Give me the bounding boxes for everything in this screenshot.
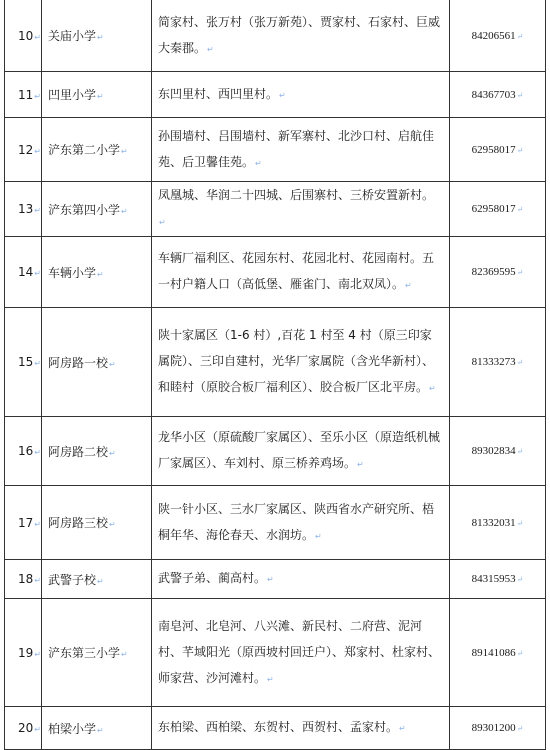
row-number-cell bbox=[5, 72, 42, 118]
phone-cell bbox=[450, 417, 546, 486]
row-number-cell bbox=[5, 417, 42, 486]
school-name: 凹里小学 bbox=[48, 88, 97, 102]
row-number-cell bbox=[5, 0, 42, 72]
phone-number: 84315953 bbox=[471, 573, 516, 585]
paragraph-mark-icon: ↵ bbox=[97, 576, 104, 586]
paragraph-mark-icon: ↵ bbox=[405, 281, 412, 290]
enrollment-area: 陕十家属区（1-6 村）,百花 1 村至 4 村（原三印家属院）、三印自建村，光华厂家属院（含光华新村）、和睦村（原胶合板厂福利区）、胶合板厂区北平房。 bbox=[158, 328, 435, 394]
phone-number: 89301200 bbox=[471, 722, 516, 734]
table-row bbox=[5, 0, 546, 72]
phone-cell bbox=[450, 0, 546, 72]
paragraph-mark-icon: ↵ bbox=[109, 520, 116, 529]
phone-number: 89141086 bbox=[471, 646, 516, 659]
enrollment-area: 东柏梁、西柏梁、东贺村、西贺村、孟家村。 bbox=[158, 720, 399, 734]
enrollment-area: 简家村、张万村（张万新苑）、贾家村、石家村、巨威大秦郡。 bbox=[158, 14, 441, 55]
paragraph-mark-icon: ↵ bbox=[121, 650, 128, 659]
paragraph-mark-icon: ↵ bbox=[516, 518, 524, 528]
phone-number: 82369595 bbox=[471, 266, 516, 278]
row-number-cell bbox=[5, 599, 42, 707]
paragraph-mark-icon: ↵ bbox=[109, 448, 116, 458]
school-name: 关庙小学 bbox=[48, 29, 97, 43]
paragraph-mark-icon: ↵ bbox=[34, 725, 41, 734]
row-number: 17 bbox=[18, 515, 34, 530]
school-name: 浐东第三小学 bbox=[48, 646, 121, 660]
table-row bbox=[5, 118, 546, 182]
paragraph-mark-icon: ↵ bbox=[267, 575, 274, 584]
enrollment-area-cell bbox=[152, 417, 450, 486]
row-number: 18 bbox=[18, 572, 34, 586]
paragraph-mark-icon: ↵ bbox=[429, 384, 436, 393]
row-number: 20 bbox=[18, 721, 34, 735]
enrollment-area: 龙华小区（原硫酸厂家属区）、至乐小区（原造纸机械厂家属区）、车刘村、原三桥养鸡场。 bbox=[158, 430, 441, 470]
enrollment-area-cell bbox=[152, 486, 450, 560]
paragraph-mark-icon: ↵ bbox=[315, 531, 322, 541]
paragraph-mark-icon: ↵ bbox=[399, 724, 406, 733]
paragraph-mark-icon: ↵ bbox=[516, 575, 524, 584]
school-name: 阿房路三校 bbox=[48, 516, 109, 530]
paragraph-mark-icon: ↵ bbox=[516, 31, 524, 41]
row-number: 19 bbox=[18, 645, 34, 660]
paragraph-mark-icon: ↵ bbox=[516, 447, 524, 456]
enrollment-area-cell bbox=[152, 182, 450, 237]
paragraph-mark-icon: ↵ bbox=[34, 649, 41, 659]
paragraph-mark-icon: ↵ bbox=[267, 674, 274, 684]
table-row bbox=[5, 308, 546, 417]
phone-number: 84367703 bbox=[471, 88, 516, 101]
phone-cell bbox=[450, 237, 546, 308]
school-name-cell bbox=[42, 599, 152, 707]
enrollment-area-cell bbox=[152, 308, 450, 417]
table-row bbox=[5, 182, 546, 237]
table-row bbox=[5, 707, 546, 750]
table-row bbox=[5, 417, 546, 486]
school-name: 浐东第四小学 bbox=[48, 202, 121, 217]
school-name-cell bbox=[42, 308, 152, 417]
row-number-cell bbox=[5, 308, 42, 417]
row-number-cell bbox=[5, 486, 42, 560]
paragraph-mark-icon: ↵ bbox=[279, 90, 286, 100]
paragraph-mark-icon: ↵ bbox=[34, 91, 41, 101]
school-name-cell bbox=[42, 182, 152, 237]
paragraph-mark-icon: ↵ bbox=[516, 205, 524, 214]
enrollment-area: 武警子弟、蔺高村。 bbox=[158, 571, 267, 585]
phone-number: 84206561 bbox=[471, 29, 516, 42]
phone-cell bbox=[450, 486, 546, 560]
phone-number: 81333273 bbox=[471, 356, 516, 368]
enrollment-area: 孙围墙村、吕围墙村、新军寨村、北沙口村、启航佳苑、后卫馨佳苑。 bbox=[158, 128, 435, 169]
table-row bbox=[5, 486, 546, 560]
school-name: 浐东第二小学 bbox=[48, 143, 121, 157]
paragraph-mark-icon: ↵ bbox=[255, 158, 262, 168]
phone-cell bbox=[450, 118, 546, 182]
school-name-cell bbox=[42, 707, 152, 750]
paragraph-mark-icon: ↵ bbox=[121, 206, 128, 216]
paragraph-mark-icon: ↵ bbox=[516, 358, 524, 367]
school-name-cell bbox=[42, 560, 152, 599]
row-number-cell bbox=[5, 707, 42, 750]
enrollment-area-cell bbox=[152, 599, 450, 707]
row-number: 10 bbox=[18, 28, 34, 43]
paragraph-mark-icon: ↵ bbox=[34, 519, 41, 529]
table-row bbox=[5, 560, 546, 599]
enrollment-area-cell bbox=[152, 560, 450, 599]
paragraph-mark-icon: ↵ bbox=[109, 359, 116, 369]
paragraph-mark-icon: ↵ bbox=[34, 359, 41, 368]
row-number: 13 bbox=[18, 202, 34, 216]
row-number-cell bbox=[5, 237, 42, 308]
phone-cell bbox=[450, 182, 546, 237]
row-number-cell bbox=[5, 118, 42, 182]
school-name: 武警子校 bbox=[48, 572, 97, 587]
paragraph-mark-icon: ↵ bbox=[97, 269, 104, 279]
enrollment-area: 东凹里村、西凹里村。 bbox=[158, 86, 279, 101]
table-row bbox=[5, 237, 546, 308]
phone-cell bbox=[450, 707, 546, 750]
paragraph-mark-icon: ↵ bbox=[357, 460, 364, 469]
school-name: 柏梁小学 bbox=[48, 721, 97, 736]
enrollment-area-cell bbox=[152, 72, 450, 118]
paragraph-mark-icon: ↵ bbox=[121, 147, 128, 156]
enrollment-area: 车辆厂福利区、花园东村、花园北村、花园南村。五一村户籍人口（高低堡、雁雀门、南北双凤）。 bbox=[158, 251, 435, 291]
paragraph-mark-icon: ↵ bbox=[34, 146, 41, 156]
school-name: 阿房路二校 bbox=[48, 444, 109, 459]
paragraph-mark-icon: ↵ bbox=[34, 32, 41, 42]
enrollment-area: 陕一针小区、三水厂家属区、陕西省水产研究所、梧桐年华、海伦春天、水润坊。 bbox=[158, 501, 435, 542]
school-name-cell bbox=[42, 486, 152, 560]
paragraph-mark-icon: ↵ bbox=[516, 90, 524, 100]
row-number: 16 bbox=[18, 444, 34, 458]
phone-number: 62958017 bbox=[471, 203, 516, 215]
paragraph-mark-icon: ↵ bbox=[34, 576, 41, 585]
enrollment-area: 南皂河、北皂河、八兴滩、新民村、二府营、泥河村、芊域阳光（原西坡村回迁户）、郑家村、杜家村、师家营、沙河滩村。 bbox=[158, 618, 441, 685]
paragraph-mark-icon: ↵ bbox=[516, 648, 524, 658]
phone-cell bbox=[450, 308, 546, 417]
paragraph-mark-icon: ↵ bbox=[97, 725, 104, 735]
paragraph-mark-icon: ↵ bbox=[516, 724, 524, 733]
school-name-cell bbox=[42, 0, 152, 72]
paragraph-mark-icon: ↵ bbox=[207, 44, 214, 54]
paragraph-mark-icon: ↵ bbox=[34, 269, 41, 278]
paragraph-mark-icon: ↵ bbox=[159, 218, 166, 227]
enrollment-area-cell bbox=[152, 707, 450, 750]
row-number: 11 bbox=[18, 87, 34, 102]
paragraph-mark-icon: ↵ bbox=[97, 92, 104, 101]
school-name-cell bbox=[42, 417, 152, 486]
school-name-cell bbox=[42, 237, 152, 308]
row-number: 14 bbox=[18, 265, 34, 279]
paragraph-mark-icon: ↵ bbox=[516, 268, 524, 277]
school-name-cell bbox=[42, 118, 152, 182]
row-number-cell bbox=[5, 182, 42, 237]
table-row bbox=[5, 599, 546, 707]
row-number: 12 bbox=[18, 142, 34, 157]
phone-cell bbox=[450, 560, 546, 599]
row-number: 15 bbox=[18, 355, 34, 369]
enrollment-area-cell bbox=[152, 118, 450, 182]
school-name: 车辆小学 bbox=[48, 265, 97, 280]
row-number-cell bbox=[5, 560, 42, 599]
phone-cell bbox=[450, 72, 546, 118]
enrollment-area: 凤凰城、华润二十四城、后围寨村、三桥安置新村。 bbox=[158, 188, 435, 202]
school-name: 阿房路一校 bbox=[48, 355, 109, 370]
paragraph-mark-icon: ↵ bbox=[34, 448, 41, 457]
enrollment-area-cell bbox=[152, 237, 450, 308]
paragraph-mark-icon: ↵ bbox=[34, 206, 41, 215]
table-row bbox=[5, 72, 546, 118]
table-body bbox=[5, 0, 546, 750]
phone-cell bbox=[450, 599, 546, 707]
phone-number: 89302834 bbox=[471, 445, 516, 457]
paragraph-mark-icon: ↵ bbox=[97, 33, 104, 42]
paragraph-mark-icon: ↵ bbox=[516, 145, 524, 155]
school-name-cell bbox=[42, 72, 152, 118]
phone-number: 62958017 bbox=[471, 143, 516, 156]
school-district-table bbox=[4, 0, 546, 750]
phone-number: 81332031 bbox=[471, 516, 516, 529]
enrollment-area-cell bbox=[152, 0, 450, 72]
